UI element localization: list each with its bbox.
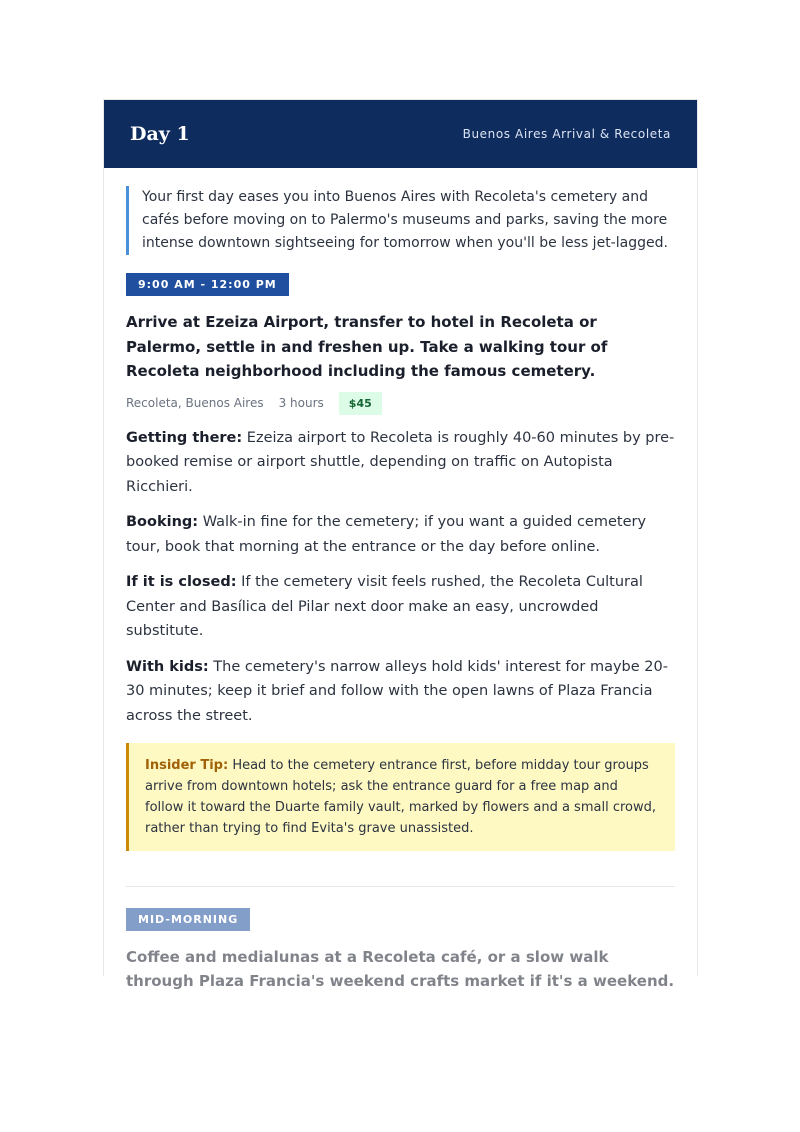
insider-tip <box>126 743 675 851</box>
detail-text: Walk-in fine for the cemetery; if you want a guided cemetery tour, book that morning at the entrance or the day before online. <box>126 514 647 555</box>
activity-title: Coffee and medialunas at a Recoleta café, or a slow walk through Plaza Francia's weekend crafts market if it's a weekend. <box>126 948 675 990</box>
detail-with-kids <box>126 655 675 729</box>
activity-title: Arrive at Ezeiza Airport, transfer to hotel in Recoleta or Palermo, settle in and freshen up. Take a walking tour of Recoleta neighborhood including the famous cemetery. <box>126 313 608 380</box>
day-intro: Your first day eases you into Buenos Aires with Recoleta's cemetery and cafés before moving on to Palermo's museums and parks, saving the more intense downtown sightseeing for tomorrow when you'll be less jet-lagged. <box>126 186 675 255</box>
tip-text: Head to the cemetery entrance first, before midday tour groups arrive from downtown hotels; ask the entrance guard for a free map and follow it toward the Duarte family vault, marked by flowers and a small crowd, rather than trying to find Evita's grave unassisted. <box>145 758 656 836</box>
time-badge: 9:00 AM - 12:00 PM <box>126 273 289 296</box>
detail-label: Booking: <box>126 514 199 530</box>
detail-booking <box>126 510 675 559</box>
detail-if-closed <box>126 570 675 644</box>
detail-text: The cemetery's narrow alleys hold kids' interest for maybe 20-30 minutes; keep it brief and follow with the open lawns of Plaza Francia across the street. <box>126 658 668 724</box>
day-title: Day 1 <box>130 123 190 145</box>
detail-getting-there <box>126 426 675 500</box>
activity-duration: 3 hours <box>278 396 324 410</box>
day-header <box>104 100 697 168</box>
day-card <box>103 99 698 990</box>
detail-text: If the cemetery visit feels rushed, the Recoleta Cultural Center and Basílica del Pilar next door make an easy, uncrowded substitute. <box>126 574 643 639</box>
day-subtitle: Buenos Aires Arrival & Recoleta <box>462 127 671 141</box>
time-badge: MID-MORNING <box>126 908 250 931</box>
tip-label: Insider Tip: <box>145 758 229 773</box>
detail-label: With kids: <box>126 658 209 675</box>
detail-label: Getting there: <box>126 429 243 446</box>
activity-faded <box>126 887 675 993</box>
detail-text: Ezeiza airport to Recoleta is roughly 40-60 minutes by pre-booked remise or airport shuttle, depending on traffic on Autopista Ricchieri. <box>126 429 675 495</box>
detail-label: If it is closed: <box>126 574 237 590</box>
day-content <box>104 168 697 993</box>
activity-meta <box>126 392 675 415</box>
price-badge: $45 <box>339 392 382 415</box>
activity-location: Recoleta, Buenos Aires <box>126 396 264 410</box>
